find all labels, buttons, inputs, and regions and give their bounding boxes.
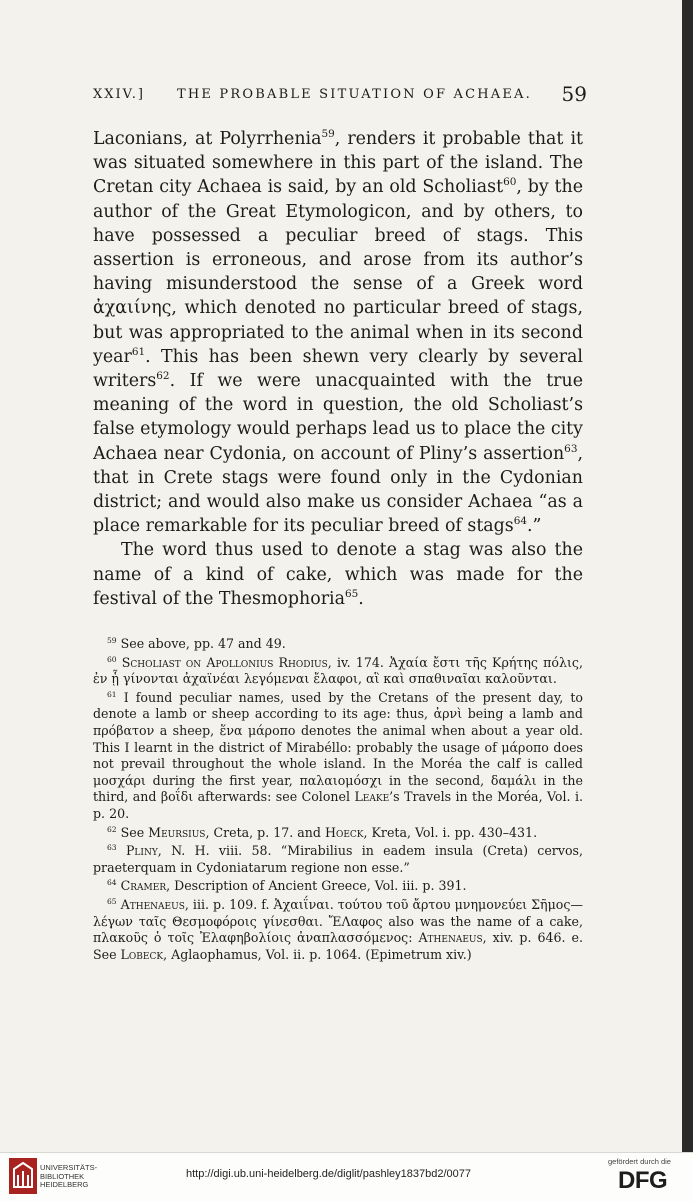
footnote-ref: 65 xyxy=(344,588,359,601)
scan-page-edge xyxy=(682,0,693,1201)
footnote-ref: 60 xyxy=(503,176,517,189)
paragraph: The word thus used to denote a stag was also the name of a kind of cake, which was made for the festival of the Thesmophoria$^{65}$. xyxy=(93,540,583,609)
footnote-65: $^{65}$ Athenaeus, iii. p. 109. f. Ἀχαιΐναι. τούτου τοῦ ἄρτου μνημονεύει Σῆμος—λέγων ταῖς Θεσμοφόροις γίνεσθαι. ἜΛαφος also was the name of a cake, πλακοῦς ὁ τοῖς Ἐλαφηβολίοις ἀναπλασσόμενος: Athenaeus, xiv. p. 646. e. See Lobeck, Aglaophamus, Vol. ii. p. 1064. (Epimetrum xiv.) xyxy=(93,896,583,962)
footnote-62: $^{62}$ See Meursius, Creta, p. 17. and Hoeck, Kreta, Vol. i. pp. 430–431. xyxy=(107,824,538,840)
footnote-59: $^{59}$ See above, pp. 47 and 49. xyxy=(107,635,286,651)
footnotes xyxy=(93,636,583,965)
university-library-logo-icon xyxy=(8,1157,38,1195)
dfg-logo: DFG xyxy=(618,1167,668,1194)
funded-by-label: gefördert durch die xyxy=(608,1157,671,1166)
footnote-ref: 64 xyxy=(513,515,528,528)
footnote-ref: 62 xyxy=(156,370,170,383)
footnote-63: $^{63}$ Pliny, N. H. viii. 58. “Mirabilius in eadem insula (Creta) cervos, praeterquam in Cydoniatarum regione non esse.” xyxy=(93,842,583,875)
footnote-61: $^{61}$ I found peculiar names, used by the Cretans of the present day, to denote a lamb or sheep according to its age: thus, ἀρνὶ being a lamb and πρόβατον a sheep, ἕνα μάροπο denotes the animal when about a year old. This I learnt in the district of Mirabéllo: probably the usage of μάροπο does not prevail throughout the whole island. In the Moréa the calf is called μοσχάρι during the first year, παλαιομόσχι in the second, δαμάλι in the third, and βοΐδι afterwards: see Colonel Leake’s Travels in the Moréa, Vol. i. p. 20. xyxy=(93,689,584,821)
page-number: 59 xyxy=(561,82,587,106)
chapter-marker: XXIV.] xyxy=(93,87,145,102)
footnote-ref: 59 xyxy=(321,128,335,141)
footnote-64: $^{64}$ Cramer, Description of Ancient Greece, Vol. iii. p. 391. xyxy=(107,878,467,894)
running-header xyxy=(93,84,593,110)
footnote-ref: 63 xyxy=(564,442,578,455)
footnote-ref: 61 xyxy=(131,346,146,359)
footnote-60: $^{60}$ Scholiast on Apollonius Rhodius, iv. 174. Ἀχαία ἔστι τῆς Κρήτης πόλις, ἐν ᾗ γίνονται ἀχαϊνέαι λεγόμεναι ἔλαφοι, αἳ καὶ σπαθιναῖαι καλοῦνται. xyxy=(93,654,583,687)
main-text xyxy=(93,127,583,611)
paragraph: Laconians, at Polyrrhenia$^{59}$, renders it probable that it was situated somewhere in this part of the island. The Cretan city Achaea is said, by an old Scholiast$^{60}$, by the author of the Great Etymologicon, and by others, to have possessed a peculiar breed of stags. This assertion is erroneous, and arose from its author’s having misunderstood the sense of a Greek word ἀχαιίνης, which denoted no particular breed of stags, but was appropriated to the animal when in its second year$^{61}$. This has been shewn very clearly by several writers$^{62}$. If we were unacquainted with the true meaning of the word in question, the old Scholiast’s false etymology would perhaps lead us to place the city Achaea near Cydonia, on account of Pliny’s assertion$^{63}$, that in Crete stags were found only in the Cydonian district; and would also make us consider Achaea “as a place remarkable for its peculiar breed of stags$^{64}$.” xyxy=(93,128,583,537)
library-name: UNIVERSITÄTS- BIBLIOTHEK HEIDELBERG xyxy=(40,1163,98,1189)
permalink[interactable]: http://digi.ub.uni-heidelberg.de/diglit/pashley1837bd2/0077 xyxy=(186,1168,471,1180)
running-title: THE PROBABLE SITUATION OF ACHAEA. xyxy=(177,87,532,102)
